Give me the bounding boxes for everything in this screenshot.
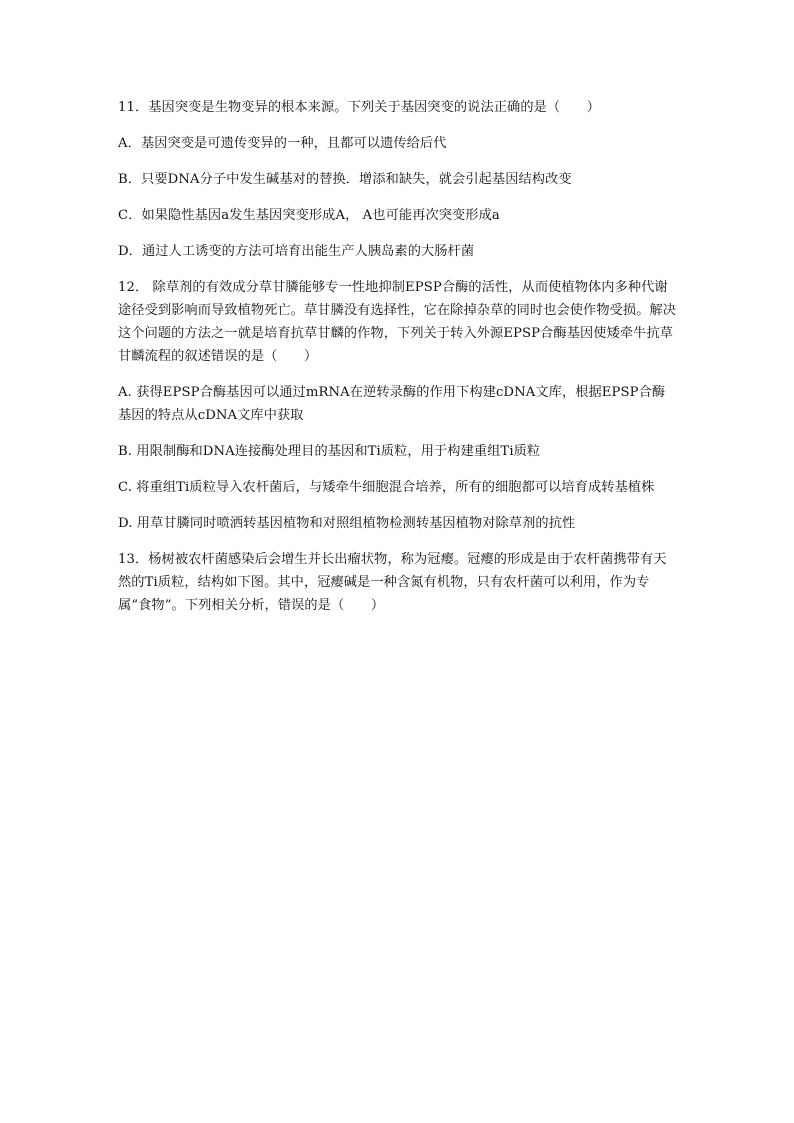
option-d: D. 用草甘膦同时喷洒转基因植物和对照组植物检测转基因植物对除草剂的抗性 <box>118 516 576 531</box>
question-stem: 11．基因突变是生物变异的根本来源。下列关于基因突变的说法正确的是（ ） <box>118 100 601 115</box>
option-b: B．只要DNA分子中发生碱基对的替换．增添和缺失，就会引起基因结构改变 <box>118 172 572 187</box>
option-a: A. 获得EPSP合酶基因可以通过mRNA在逆转录酶的作用下构建cDNA文库，根据EPSP合酶基因的特点从cDNA文库中获取 <box>118 385 666 423</box>
option-d: D．通过人工诱变的方法可培育出能生产人胰岛素的大肠杆菌 <box>118 244 475 259</box>
question-13 <box>118 548 678 617</box>
option-b: B. 用限制酶和DNA连接酶处理目的基因和Ti质粒，用于构建重组Ti质粒 <box>118 444 541 459</box>
option-a: A．基因突变是可遗传变异的一种，且都可以遗传给后代 <box>118 136 447 151</box>
option-c: C．如果隐性基因a发生基因突变形成A， A也可能再次突变形成a <box>118 208 500 223</box>
document-content <box>118 96 678 630</box>
question-11 <box>118 96 678 263</box>
option-c: C. 将重组Ti质粒导入农杆菌后，与矮牵牛细胞混合培养，所有的细胞都可以培育成转基植株 <box>118 480 655 495</box>
question-stem: 12． 除草剂的有效成分草甘膦能够专一性地抑制EPSP合酶的活性，从而使植物体内多种代谢途径受到影响而导致植物死亡。草甘膦没有选择性，它在除掉杂草的同时也会使作物受损。解决这个问题的方法之一就是培育抗草甘麟的作物，下列关于转入外源EPSP合酶基因使矮牵牛抗草甘麟流程的叙述错误的是（ ） <box>118 280 677 364</box>
question-12 <box>118 276 678 535</box>
question-stem: 13．杨树被农杆菌感染后会增生并长出瘤状物，称为冠瘿。冠瘿的形成是由于农杆菌携带有天然的Ti质粒，结构如下图。其中，冠瘿碱是一种含氮有机物，只有农杆菌可以利用，作为专属“食物”。下列相关分析，错误的是（ ） <box>118 552 667 613</box>
